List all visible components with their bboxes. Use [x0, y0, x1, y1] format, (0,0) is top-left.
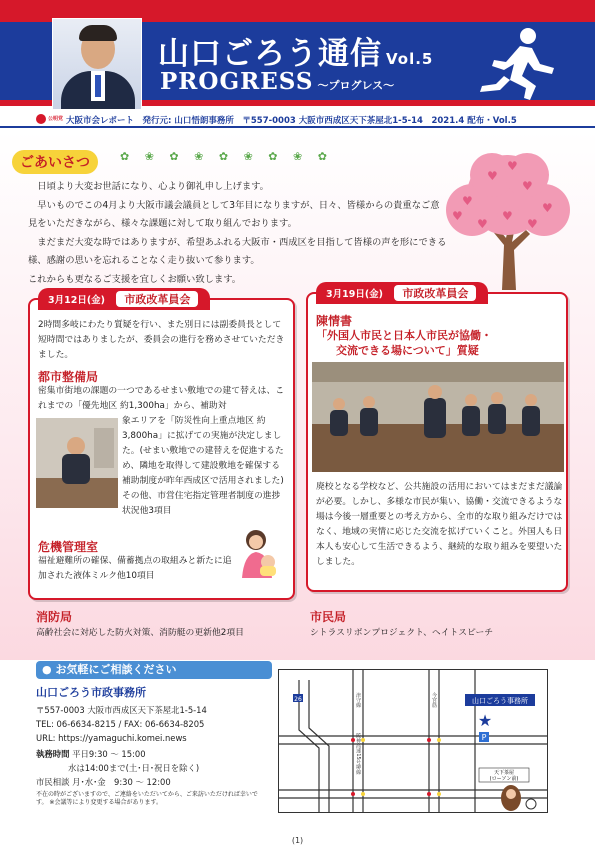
- left-committee-panel: [28, 293, 295, 600]
- road-label: 津守線: [355, 692, 361, 708]
- contact-banner-text: お気軽にご相談ください: [55, 663, 177, 676]
- svg-text:♥: ♥: [462, 194, 473, 208]
- greeting-body: [28, 178, 448, 289]
- publication-info-bar: [0, 112, 595, 128]
- office-url[interactable]: URL: https://yamaguchi.komei.news: [36, 733, 187, 743]
- urban-development-text: 密集市街地の課題の一つであるせまい敷地での建て替えは、これまでの「優先地区 約1,300ha」から、補助対: [38, 386, 285, 411]
- office-hours-note: 水は14:00まで(土･日･祝日を除く): [68, 763, 200, 773]
- office-name: 山口ごろう市政事務所: [36, 686, 146, 699]
- committee-name: 市政改革員会: [394, 285, 476, 301]
- civic-affairs-text: シトラスリボンプロジェクト、ヘイトスピーチ: [310, 628, 494, 638]
- route-number: 26: [294, 696, 302, 703]
- right-committee-panel: [306, 287, 568, 592]
- petition-title: [316, 328, 562, 358]
- petition-heading: 陳情書: [316, 314, 353, 328]
- svg-text:♥: ♥: [522, 179, 533, 193]
- svg-text:♥: ♥: [487, 169, 498, 183]
- parking-icon: P: [481, 733, 487, 742]
- volume-label: Vol.5: [386, 50, 434, 68]
- newsletter-title: [158, 28, 433, 73]
- meeting-date: 3月12日(金): [48, 295, 106, 306]
- contact-details: [36, 683, 276, 807]
- komeito-logo-icon: [36, 114, 46, 124]
- publication-info: 大阪市会レポート 発行元: 山口悟朗事務所 〒557-0003 大阪市西成区天下茶屋北1-5-14 2021.4 配布・Vol.5: [66, 116, 517, 126]
- road-label: 今宮筋: [431, 692, 437, 708]
- committee-photo: [36, 418, 118, 508]
- title-text: 山口ごろう通信: [158, 36, 382, 72]
- fire-department-heading: 消防局: [36, 610, 73, 624]
- hours-label: 執務時間: [36, 749, 70, 759]
- svg-text:♥: ♥: [507, 159, 518, 173]
- svg-text:♥: ♥: [542, 201, 553, 215]
- heart-tree-illustration: [432, 150, 582, 290]
- office-address: 〒557-0003 大阪市西成区天下茶屋北1-5-14: [36, 705, 207, 715]
- crisis-management-heading: 危機管理室: [38, 540, 99, 554]
- office-star-icon: ★: [477, 711, 493, 730]
- clover-decoration: ✿ ❀ ✿ ❀ ✿ ❀ ✿ ❀ ✿: [120, 150, 333, 163]
- right-panel-tab: [316, 282, 488, 304]
- petition-title-line: 交流できる場について」質疑: [336, 344, 479, 357]
- portrait-photo: [52, 18, 142, 110]
- urban-development-heading: 都市整備局: [38, 370, 99, 384]
- office-hours: 平日9:30 ～ 15:00: [72, 749, 146, 759]
- contact-banner: [36, 661, 272, 679]
- fire-department-text: 高齢社会に対応した防火対策、消防艇の更新他2項目: [36, 628, 244, 638]
- svg-text:♥: ♥: [477, 217, 488, 231]
- contact-note: 不在の時がございますので、ご連絡をいただいてから、ご来訪いただければ幸いです。 ※会議等により変更する場合があります。: [36, 791, 258, 806]
- petition-title-line: 「外国人市民と日本人市民が協働・: [316, 329, 492, 342]
- masthead: [0, 0, 595, 112]
- station-label: 天下茶屋: [493, 770, 515, 776]
- progress-subtitle: ～プログレス～: [317, 79, 395, 92]
- greeting-paragraph: 早いものでこの4月より大阪市議会議員として3年目になりますが、日々、皆様からの貴重なご意見をいただきながら、様々な課題に対して取り組んでおります。: [28, 199, 440, 229]
- consultation-hours: 市民相談 月･水･金 9:30 ～ 12:00: [36, 777, 171, 787]
- progress-title: [160, 68, 394, 95]
- progress-text: PROGRESS: [160, 68, 314, 95]
- committee-meeting-photo: [312, 362, 564, 472]
- office-phone: TEL: 06-6634-8215 / FAX: 06-6634-8205: [36, 719, 205, 729]
- svg-text:♥: ♥: [452, 209, 463, 223]
- left-panel-tab: [38, 288, 210, 310]
- mother-baby-illustration: [234, 528, 286, 578]
- runner-silhouette-icon: [470, 24, 560, 104]
- meeting-date: 3月19日(金): [326, 289, 384, 300]
- page-number: (1): [291, 836, 304, 845]
- chat-bubble-icon: ●: [42, 663, 52, 676]
- urban-development-text-cont: 象エリアを「防災性向上重点地区 約3,800ha」に拡げての実施が決定しました。(せまい敷地での建替えを促進するため、隣地を取得して建設敷地を確保する補助制度が昨年西成区で活用されました)その他、市営住宅指定管理者制度の進捗状況他3項目: [122, 416, 284, 516]
- greeting-paragraph: まだまだ大変な時ではありますが、希望あふれる大阪市・西成区を目指して皆様の声を形にできる様、感謝の思いを忘れることなく走り抜いて参ります。: [28, 236, 447, 266]
- svg-text:♥: ♥: [502, 209, 513, 223]
- crisis-management-text: 福祉避難所の確保、備蓄拠点の取組みと新たに追加された液体ミルク他10項目: [38, 556, 232, 581]
- greeting-heading: ごあいさつ: [12, 150, 98, 174]
- office-map: [278, 669, 548, 813]
- station-label: (ローソン前): [489, 776, 519, 782]
- committee-name: 市政改革員会: [116, 291, 198, 307]
- road-label: 阪神高速15号堺線: [355, 733, 361, 775]
- map-office-label: 山口ごろう事務所: [472, 697, 528, 705]
- map-graphic: [279, 670, 547, 812]
- greeting-paragraph: これからも更なるご支援を宜しくお願い致します。: [28, 273, 242, 285]
- civic-affairs-heading: 市民局: [310, 610, 347, 624]
- petition-text: 廃校となる学校など、公共施設の活用においてはまだまだ議論が必要。しかし、多様な市民が集い、協働・交流できるような場は今後一層重要との考え方から、全市的な取り組みだけではなく、地域の実情に応じた交流を拡げていくこと。外国人も日本人も安心して生活できるよう、継続的な取り組みを要望いたしました。: [316, 482, 563, 567]
- party-label: 公明党: [48, 116, 64, 122]
- left-panel-intro: 2時間多岐にわたり質疑を行い、また別日には副委員長として短時間ではありましたが、委員会の進行を務めさせていただきました。: [38, 320, 285, 360]
- greeting-paragraph: 日頃より大変お世話になり、心より御礼申し上げます。: [37, 181, 269, 192]
- svg-text:♥: ♥: [527, 217, 538, 231]
